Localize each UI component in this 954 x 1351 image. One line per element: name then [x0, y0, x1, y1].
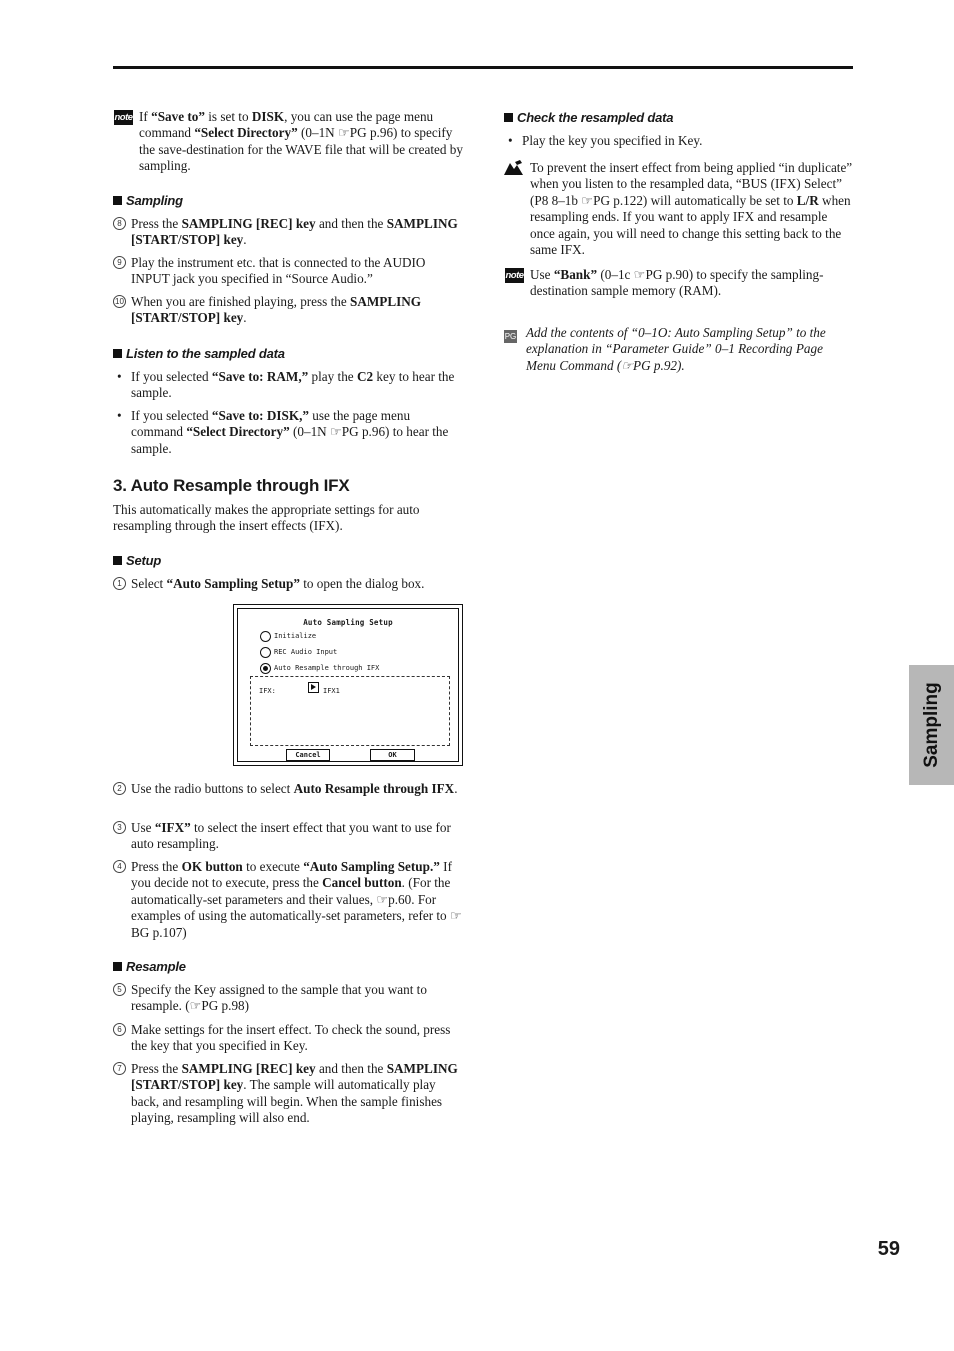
step-5: 5 Specify the Key assigned to the sample that you want to resample. (☞PG p.98) — [113, 982, 463, 1015]
ifx-value[interactable]: IFX1 — [323, 687, 340, 695]
step-1: 1 Select “Auto Sampling Setup” to open the dialog box. — [113, 576, 463, 592]
warning-text: To prevent the insert effect from being applied “in duplicate” when you listen to the resampled data, “BUS (IFX) Select” (P8 8–1b ☞PG p.122) will automatically be set to L/R when resampling ends. If you want to apply IFX and resample once again, you will need to change this setting back to the same IFX. — [530, 160, 853, 258]
section-3-title: 3. Auto Resample through IFX — [113, 476, 350, 495]
listen-bullet-ram: • If you selected “Save to: RAM,” play the C2 key to hear the sample. — [117, 369, 455, 401]
listen-bullet-disk: • If you selected “Save to: DISK,” use the page menu command “Select Directory” (0–1N ☞PG p.96) to hear the sample. — [117, 408, 449, 456]
ifx-select-arrow-icon[interactable] — [308, 682, 319, 693]
side-tab-sampling: Sampling — [909, 665, 954, 785]
step-2: 2 Use the radio buttons to select Auto Resample through IFX. — [113, 781, 463, 797]
setup-heading: Setup — [113, 553, 161, 569]
step-7: 7 Press the SAMPLING [REC] key and then the SAMPLING [START/STOP] key. The sample will automatically play back, and resampling will begin. When the sample finishes playing, resampling will also end. — [113, 1061, 463, 1127]
step-9: 9 Play the instrument etc. that is connected to the AUDIO INPUT jack you specified in “Source Audio.” — [113, 255, 463, 288]
section-3-intro: This automatically makes the appropriate settings for auto resampling through the insert effects (IFX). — [113, 502, 420, 534]
auto-sampling-setup-dialog: Auto Sampling Setup Initialize REC Audio Input Auto Resample through IFX IFX: IFX1 Cancel OK — [233, 604, 463, 766]
note-icon: note — [505, 270, 524, 281]
step-4: 4 Press the OK button to execute “Auto Sampling Setup.” If you decide not to execute, press the Cancel button. (For the automatically-set parameters and their values, ☞p.60. For examples of using the automatically-set parameters, refer to ☞BG p.107) — [113, 859, 463, 941]
warning-pencil-icon — [504, 160, 524, 176]
note-icon: note — [114, 112, 133, 123]
step-8: 8 Press the SAMPLING [REC] key and then the SAMPLING [START/STOP] key. — [113, 216, 463, 249]
ok-button[interactable]: OK — [370, 749, 415, 761]
dialog-title: Auto Sampling Setup — [303, 618, 393, 627]
sampling-heading: Sampling — [113, 193, 183, 209]
step-10: 10 When you are finished playing, press the SAMPLING [START/STOP] key. — [113, 294, 463, 327]
check-bullet: • Play the key you specified in Key. — [508, 133, 703, 148]
ifx-group-box — [250, 676, 450, 746]
page-number: 59 — [877, 1238, 900, 1260]
step-3: 3 Use “IFX” to select the insert effect that you want to use for auto resampling. — [113, 820, 463, 853]
step-6: 6 Make settings for the insert effect. To check the sound, press the key that you specified in Key. — [113, 1022, 463, 1055]
resample-heading: Resample — [113, 959, 186, 975]
note-bank: Use “Bank” (0–1c ☞PG p.90) to specify the sampling-destination sample memory (RAM). — [530, 267, 824, 299]
cancel-button[interactable]: Cancel — [286, 749, 330, 761]
check-heading: Check the resampled data — [504, 110, 673, 126]
pg-icon: PG — [504, 332, 517, 341]
pg-note: Add the contents of “0–1O: Auto Sampling Setup” to the explanation in “Parameter Guide” 0–1 Recording Page Menu Command (☞PG p.92). — [526, 325, 826, 373]
listen-heading: Listen to the sampled data — [113, 346, 285, 362]
note-save-to: If “Save to” is set to DISK, you can use the page menu command “Select Directory” (0–1N ☞PG p.96) to specify the save-destination for the WAVE file that will be created by sampling. — [139, 109, 463, 174]
ifx-label: IFX: — [259, 687, 276, 695]
top-rule — [113, 66, 853, 69]
